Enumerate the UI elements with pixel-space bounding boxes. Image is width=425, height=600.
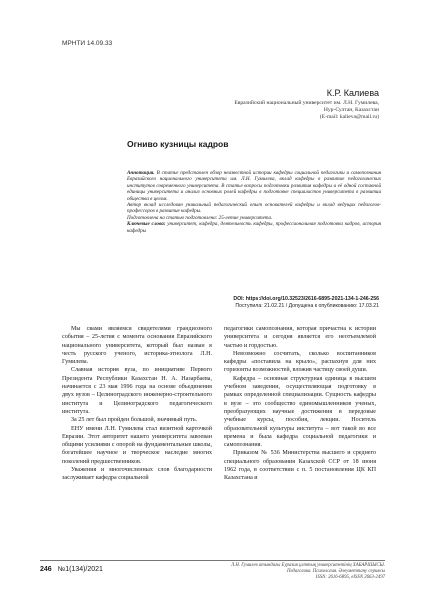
body-paragraph: За 25 лет был пройден большой, значимый путь. <box>71 417 198 424</box>
body-paragraph: Мы свами являемся свидетелями грандиозного события – 25-летия с момента основания Евразийского национального университета, который был назван в честь русского ученого, историка-этнолога Л.Н. Гумилева. <box>62 326 212 366</box>
abstract-text: В статье представлен обзор неизвестной истории кафедры социальной педагогики и самопознания Евразийского национального университета им. Л.Н. Гумилева, вклад кафедры в развитие педагогических институтов современного университета. В статье вопросы подготовки развития кафедры и её одной составной единицы университета и анализ основных ролей кафедры в подготовке специалистов университета в развитии общества в целом. <box>127 170 381 202</box>
abstract-contribution: Автор вклад исследован уникальный педагогический опыт основателей кафедры и вклад ведущих педагогов-профессоров в развитие кафедры. <box>127 202 381 215</box>
body-paragraph: Приказом № 536 Министерства высшего и среднего специального образования Казахской ССР от 18 июня 1962 года, в соответствии с п. 5 постановления ЦК КП Казахстана и <box>224 450 376 482</box>
keywords-paragraph <box>127 221 381 234</box>
mrnti-code: МРНТИ 14.09.33 <box>62 40 113 47</box>
abstract-paragraph <box>127 170 381 202</box>
issue-number: №1(134)/2021 <box>57 566 103 573</box>
footer-divider <box>40 560 385 561</box>
keywords-text: университет, кафедра, деятельность кафедры, профессиональная подготовка кадров, история кафедры <box>127 221 381 234</box>
journal-issn: ISSN: 2616-6895, eISSN 2663-2497 <box>315 575 385 580</box>
body-paragraph: Уважения и многочисленных слов благодарности заслуживает кафедра социальной <box>62 467 212 482</box>
body-right-column <box>224 325 376 483</box>
received-dates: Поступила: 21.02.21 / Допущена к опубликованию: 17.03.21 <box>235 302 379 309</box>
doi-block <box>129 296 379 309</box>
footer-journal-info <box>175 563 385 581</box>
body-left-column <box>62 325 212 483</box>
body-paragraph: Славная история вуза, по инициативе Первого Президента Республики Казахстан Н. А. Назарбаева, начинается с 23 мая 1996 года на основе объединения двух вузов – Целиноградского инженерно-строительного института и Целиноградского педагогического института. <box>62 367 212 415</box>
body-paragraph: ЕНУ имени Л.Н. Гумилева стал визитной карточкой Евразии. Этот авторитет нашего университета завоеван общими усилиями с опорой на фундаментальные школы, богатейшее научное и творческое наследие многих поколений предшественников. <box>62 425 212 465</box>
affiliation-line: Евразийский национальный университет им. Л.Н. Гумилева, <box>234 100 379 106</box>
body-paragraph-continued: педагогики самопознания, которая причастна к истории университета и сегодня является его неотъемлемой частью и гордостью. <box>224 326 376 349</box>
body-paragraph: Кафедра – основная структурная единица в высшем учебном заведении, осуществляющая подготовку в рамках определенной специализации. Сущность кафедры в вузе – это сообщество единомышленников ученых, преобразующих научные достижения в передовые учебные курсы, пособия, лекции. Носитель образовательной культуры института – вот такой во все времена и была кафедра социальной педагогики и самопознания. <box>224 375 376 449</box>
body-paragraph: Невозможно сосчитать, сколько воспитанников кафедры «поставила на крыло», распахнув для них горизонты возможностей, вложив частицу своей души. <box>224 350 376 374</box>
footer-page-info <box>40 566 103 573</box>
doi-link[interactable]: DOI: https://doi.org/10.32523/2616-6895-2021-134-1-246-256 <box>233 296 379 302</box>
article-title: Огниво кузницы кадров <box>127 139 229 149</box>
affiliation-email: (E-mail: kalieva@mail.ru) <box>319 114 379 120</box>
author-name: К.Р. Калиева <box>326 88 379 98</box>
abstract-date-line: Подготовлена на статью подготовлена: 25-летие университета. <box>127 214 273 221</box>
keywords-label: Ключевые слова: <box>127 221 166 228</box>
author-affiliation <box>189 100 379 121</box>
abstract-label: Аннотация. <box>127 170 155 176</box>
journal-name: Л.Н. Гумилев атындағы Еуразия ұлттық университетінің ХАБАРШЫСЫ. <box>230 563 385 568</box>
affiliation-line: Нур-Султан, Казахстан <box>323 107 379 113</box>
abstract-block <box>127 170 381 234</box>
journal-series: Педагогика. Психология. Әлеуметтану сериясы <box>287 569 385 574</box>
page-number: 246 <box>40 566 52 573</box>
